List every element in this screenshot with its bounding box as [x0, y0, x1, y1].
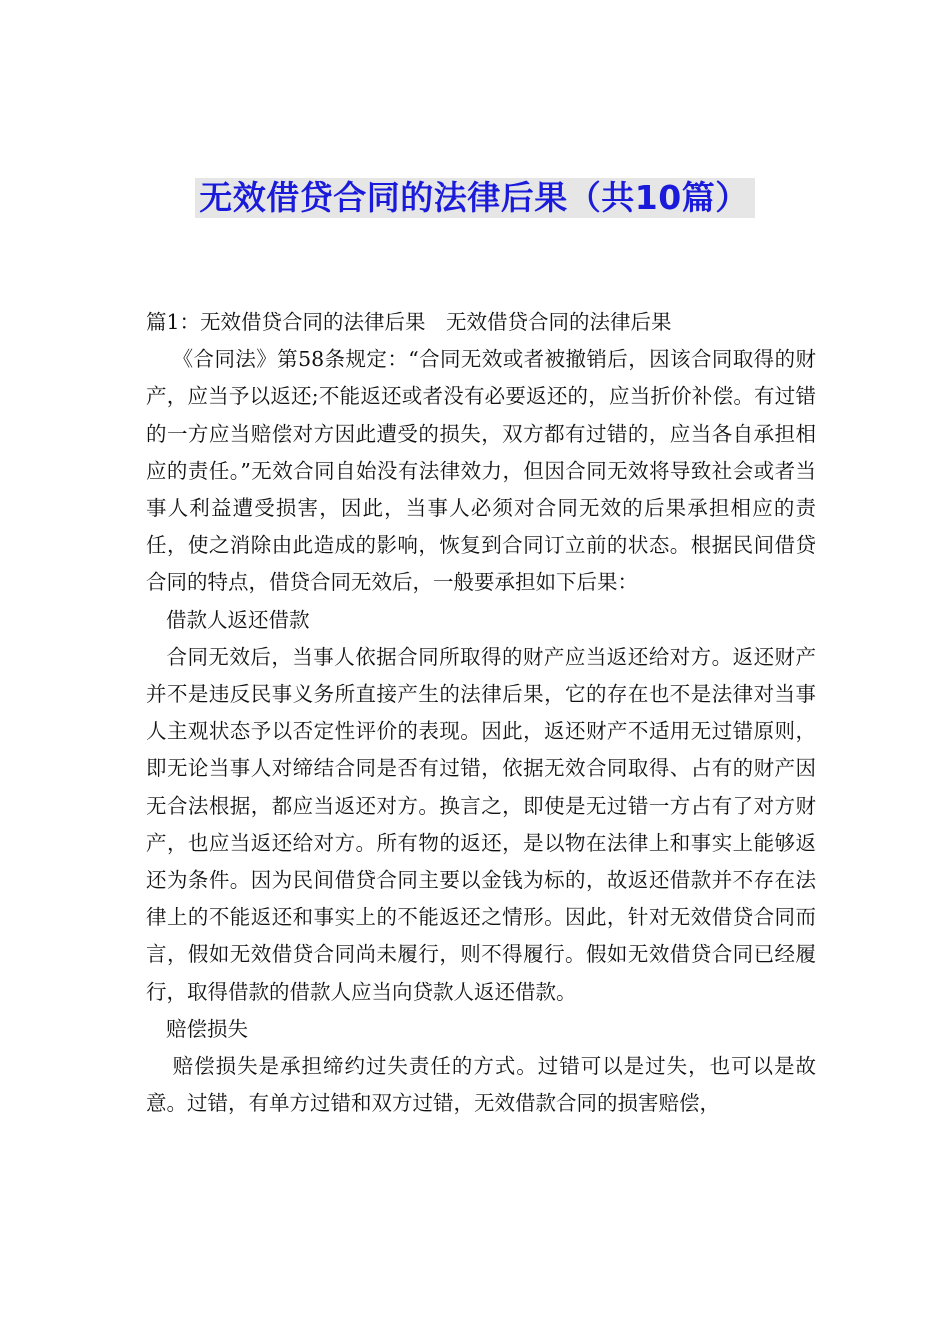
body-paragraph: 赔偿损失是承担缔约过失责任的方式。过错可以是过失，也可以是故意。过错，有单方过错和双方过错，无效借款合同的损害赔偿，	[146, 1054, 816, 1116]
title-wrap	[0, 178, 950, 218]
body-paragraph: 《合同法》第58条规定：“合同无效或者被撤销后，因该合同取得的财产，应当予以返还;不能返还或者没有必要返还的，应当折价补偿。有过错的一方应当赔偿对方因此遭受的损失，双方都有过错的，应当各自承担相应的责任。”无效合同自始没有法律效力，但因合同无效将导致社会或者当事人利益遭受损害，因此，当事人必须对合同无效的后果承担相应的责任，使之消除由此造成的影响，恢复到合同订立前的状态。根据民间借贷合同的特点，借贷合同无效后，一般要承担如下后果：	[146, 347, 816, 595]
body-paragraph: 合同无效后，当事人依据合同所取得的财产应当返还给对方。返还财产并不是违反民事义务所直接产生的法律后果，它的存在也不是法律对当事人主观状态予以否定性评价的表现。因此，返还财产不适用无过错原则，即无论当事人对缔结合同是否有过错，依据无效合同取得、占有的财产因无合法根据，都应当返还对方。换言之，即使是无过错一方占有了对方财产，也应当返还给对方。所有物的返还，是以物在法律上和事实上能够返还为条件。因为民间借贷合同主要以金钱为标的，故返还借款并不存在法律上的不能返还和事实上的不能返还之情形。因此，针对无效借贷合同而言，假如无效借贷合同尚未履行，则不得履行。假如无效借贷合同已经履行，取得借款的借款人应当向贷款人返还借款。	[146, 644, 816, 1004]
section-heading: 赔偿损失	[166, 1016, 248, 1041]
document-title: 无效借贷合同的法律后果（共10篇）	[195, 178, 754, 218]
section-heading: 借款人返还借款	[166, 607, 310, 632]
chapter-heading: 篇1：无效借贷合同的法律后果 无效借贷合同的法律后果	[146, 310, 672, 334]
document-body	[146, 304, 816, 1122]
